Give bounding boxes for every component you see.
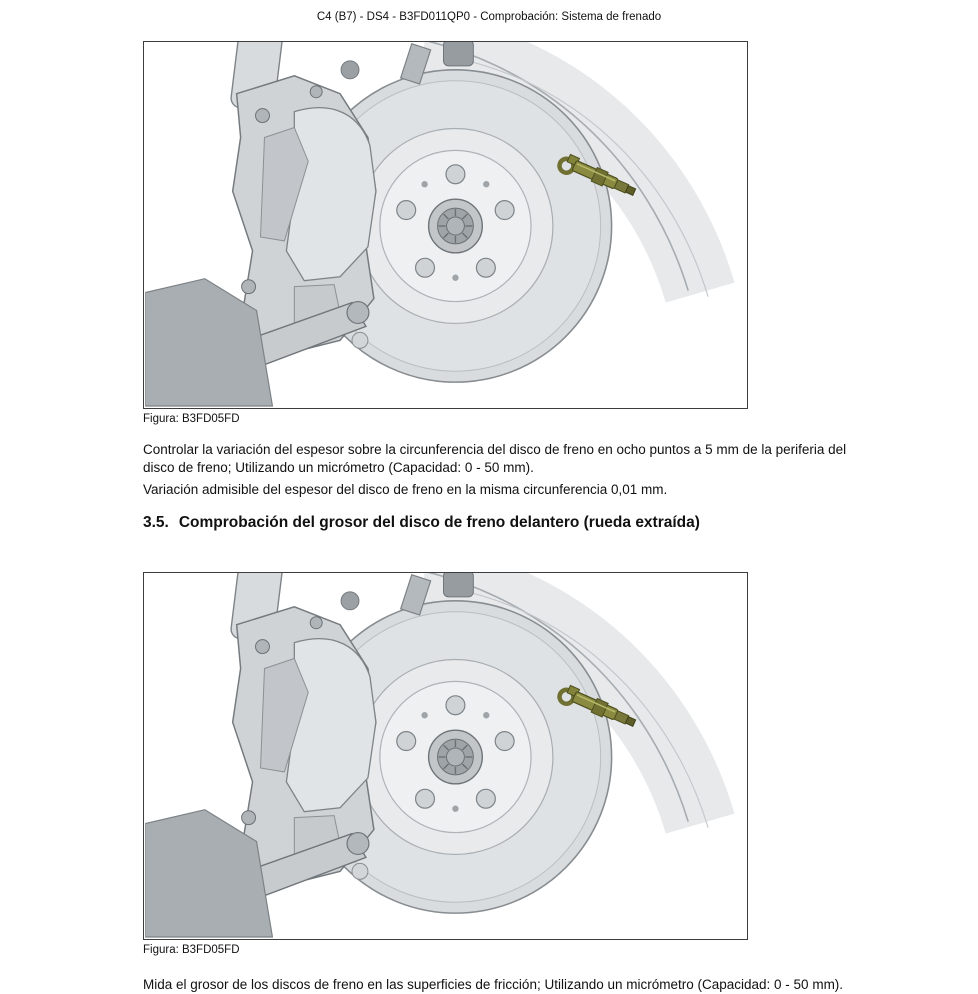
document-content	[143, 41, 860, 994]
figure-frame	[143, 572, 748, 940]
paragraph-measure-thickness: Mida el grosor de los discos de freno en las superficies de fricción; Utilizando un micrómetro (Capacidad: 0 - 50 mm).	[143, 977, 844, 993]
section-title: Comprobación del grosor del disco de freno delantero (rueda extraída)	[178, 514, 700, 532]
paragraph-admissible-variation: Variación admisible del espesor del disco de freno en la misma circunferencia 0,01 mm.	[143, 481, 668, 497]
brake-assembly-illustration	[144, 573, 747, 939]
section-heading	[143, 514, 860, 532]
document-header-title: C4 (B7) - DS4 - B3FD011QP0 - Comprobación: Sistema de frenado	[316, 11, 662, 23]
section-number: 3.5.	[143, 514, 169, 532]
figure-front-brake-disc-2	[143, 572, 860, 956]
figure-front-brake-disc-1	[143, 41, 860, 425]
figure-caption: Figura: B3FD05FD	[143, 413, 240, 425]
paragraph-thickness-variation-check: Controlar la variación del espesor sobre la circunferencia del disco de freno en ocho puntos a 5 mm de la periferia del disco de freno; Utilizando un micrómetro (Capacidad: 0 - 50 mm).	[143, 442, 847, 476]
figure-frame	[143, 41, 748, 409]
brake-assembly-illustration	[144, 42, 747, 408]
figure-caption: Figura: B3FD05FD	[143, 944, 240, 957]
